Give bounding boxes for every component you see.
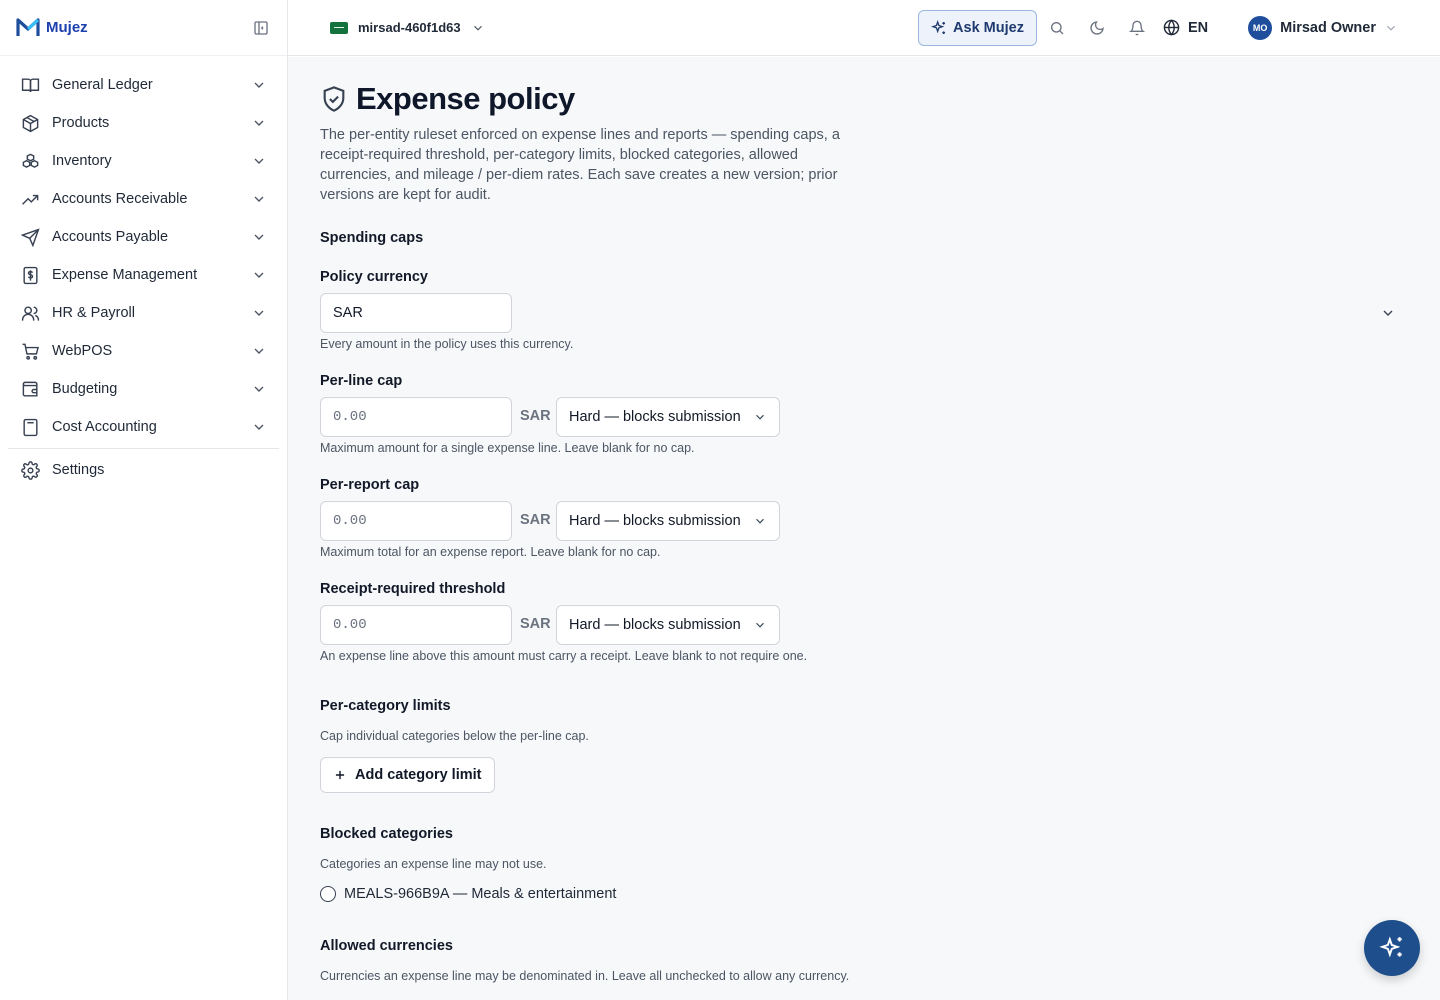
receipt-threshold-unit: SAR bbox=[520, 616, 551, 632]
chevron-down-icon bbox=[251, 343, 267, 359]
ask-mujez-button[interactable] bbox=[918, 10, 1037, 46]
per-report-cap-input[interactable] bbox=[320, 501, 512, 541]
chevron-down-icon bbox=[471, 21, 485, 35]
category-limits-help: Cap individual categories below the per-line cap. bbox=[320, 729, 589, 743]
boxes-icon bbox=[20, 151, 40, 171]
per-line-cap-mode-select[interactable] bbox=[556, 397, 780, 437]
chevron-down-icon bbox=[251, 229, 267, 245]
per-line-cap-unit: SAR bbox=[520, 408, 551, 424]
per-line-cap-help: Maximum amount for a single expense line. Leave blank for no cap. bbox=[320, 441, 695, 455]
chevron-down-icon bbox=[251, 191, 267, 207]
receipt-threshold-mode-select[interactable] bbox=[556, 605, 780, 645]
per-line-cap-mode: Hard — blocks submission bbox=[569, 409, 741, 425]
blocked-category-checkbox[interactable] bbox=[320, 886, 336, 902]
topbar-actions bbox=[918, 10, 1408, 46]
entity-switcher[interactable] bbox=[320, 12, 495, 44]
receipt-threshold-help: An expense line above this amount must carry a receipt. Leave blank to not require one. bbox=[320, 649, 808, 663]
user-menu[interactable] bbox=[1248, 16, 1398, 40]
policy-currency-value: SAR bbox=[333, 305, 363, 321]
blocked-category-item[interactable] bbox=[320, 886, 616, 902]
sidebar-item-cost-accounting[interactable] bbox=[8, 408, 279, 446]
plus-icon bbox=[333, 768, 347, 782]
send-icon bbox=[20, 227, 40, 247]
topbar bbox=[288, 0, 1440, 56]
page-description: The per-entity ruleset enforced on expense lines and reports — spending caps, a receipt-required threshold, per-category limits, blocked categories, allowed currencies, and mileage / per-diem rates. Each save creates a new version; prior versions are kept for audit. bbox=[320, 127, 840, 203]
per-report-cap-placeholder: 0.00 bbox=[333, 513, 367, 529]
wallet-icon bbox=[20, 379, 40, 399]
sparkles-icon bbox=[1379, 935, 1405, 961]
assistant-fab-button[interactable] bbox=[1364, 920, 1420, 976]
chevron-down-icon bbox=[1384, 21, 1398, 35]
sidebar-item-label: General Ledger bbox=[52, 77, 153, 93]
avatar: MO bbox=[1248, 16, 1272, 40]
receipt-threshold-placeholder: 0.00 bbox=[333, 617, 367, 633]
sidebar-item-budgeting[interactable] bbox=[8, 370, 279, 408]
main-content bbox=[288, 57, 1440, 1000]
sidebar-item-inventory[interactable] bbox=[8, 142, 279, 180]
sidebar-item-webpos[interactable] bbox=[8, 332, 279, 370]
moon-icon[interactable] bbox=[1077, 10, 1117, 46]
shield-check-icon bbox=[320, 85, 348, 113]
bell-icon[interactable] bbox=[1117, 10, 1157, 46]
page-header bbox=[320, 81, 1408, 117]
sidebar-item-label: Budgeting bbox=[52, 381, 118, 397]
brand-header bbox=[0, 0, 287, 56]
chevron-down-icon[interactable] bbox=[1380, 305, 1396, 321]
chevron-down-icon bbox=[251, 381, 267, 397]
section-title-allowed-currencies: Allowed currencies bbox=[320, 938, 453, 954]
sidebar-item-label: Accounts Payable bbox=[52, 229, 169, 245]
policy-currency-label: Policy currency bbox=[320, 269, 428, 285]
add-category-limit-label: Add category limit bbox=[355, 767, 482, 783]
entity-name: mirsad-460f1d63 bbox=[358, 20, 461, 35]
globe-icon bbox=[1163, 19, 1180, 36]
users-icon bbox=[20, 303, 40, 323]
sidebar-item-label: Expense Management bbox=[52, 267, 198, 283]
sidebar-item-hr-payroll[interactable] bbox=[8, 294, 279, 332]
user-name: Mirsad Owner bbox=[1280, 19, 1376, 36]
language-label: EN bbox=[1187, 19, 1209, 36]
chevron-down-icon bbox=[251, 305, 267, 321]
sidebar-item-label: Cost Accounting bbox=[52, 419, 157, 435]
per-line-cap-input[interactable] bbox=[320, 397, 512, 437]
page-title: Expense policy bbox=[356, 81, 575, 116]
add-category-limit-button[interactable] bbox=[320, 757, 495, 793]
book-open-icon bbox=[20, 75, 40, 95]
search-icon[interactable] bbox=[1037, 10, 1077, 46]
mujez-logo bbox=[16, 16, 40, 40]
sidebar-item-accounts-receivable[interactable] bbox=[8, 180, 279, 218]
sidebar-item-label: WebPOS bbox=[52, 343, 113, 359]
box-icon bbox=[20, 113, 40, 133]
policy-currency-help: Every amount in the policy uses this currency. bbox=[320, 337, 574, 351]
per-report-cap-mode: Hard — blocks submission bbox=[569, 513, 741, 529]
policy-currency-select[interactable] bbox=[320, 293, 512, 333]
sidebar-collapse-icon[interactable] bbox=[251, 18, 271, 38]
gear-icon bbox=[20, 460, 40, 480]
sidebar-item-settings[interactable] bbox=[8, 451, 279, 489]
section-title-blocked-categories: Blocked categories bbox=[320, 826, 453, 842]
sidebar-item-label: Products bbox=[52, 115, 110, 131]
blocked-categories-help: Categories an expense line may not use. bbox=[320, 857, 547, 871]
cart-icon bbox=[20, 341, 40, 361]
chevron-down-icon bbox=[251, 77, 267, 93]
sidebar-item-label: HR & Payroll bbox=[52, 305, 135, 321]
sidebar-item-expense-management[interactable] bbox=[8, 256, 279, 294]
section-title-category-limits: Per-category limits bbox=[320, 698, 451, 714]
per-line-cap-label: Per-line cap bbox=[320, 373, 403, 389]
per-report-cap-help: Maximum total for an expense report. Leave blank for no cap. bbox=[320, 545, 661, 559]
receipt-threshold-input[interactable] bbox=[320, 605, 512, 645]
allowed-currencies-help: Currencies an expense line may be denominated in. Leave all unchecked to allow any currency. bbox=[320, 969, 850, 983]
receipt-dollar-icon bbox=[20, 265, 40, 285]
per-report-cap-mode-select[interactable] bbox=[556, 501, 780, 541]
trending-up-icon bbox=[20, 189, 40, 209]
brand-name: Mujez bbox=[46, 19, 88, 36]
chevron-down-icon bbox=[753, 514, 767, 528]
per-report-cap-label: Per-report cap bbox=[320, 477, 420, 493]
sidebar-nav bbox=[0, 56, 287, 489]
sidebar-item-products[interactable] bbox=[8, 104, 279, 142]
blocked-category-label: MEALS-966B9A — Meals & entertainment bbox=[344, 886, 617, 902]
calculator-icon bbox=[20, 417, 40, 437]
sparkles-icon bbox=[931, 20, 947, 36]
sidebar bbox=[0, 0, 288, 1000]
receipt-threshold-mode: Hard — blocks submission bbox=[569, 617, 741, 633]
sidebar-divider bbox=[8, 448, 279, 449]
chevron-down-icon bbox=[753, 618, 767, 632]
sidebar-item-label: Accounts Receivable bbox=[52, 191, 188, 207]
chevron-down-icon bbox=[251, 419, 267, 435]
language-switcher[interactable] bbox=[1163, 19, 1208, 36]
sidebar-item-label: Settings bbox=[52, 462, 105, 478]
per-line-cap-placeholder: 0.00 bbox=[333, 409, 367, 425]
receipt-threshold-label: Receipt-required threshold bbox=[320, 581, 506, 597]
per-report-cap-unit: SAR bbox=[520, 512, 551, 528]
chevron-down-icon bbox=[251, 115, 267, 131]
sidebar-item-label: Inventory bbox=[52, 153, 112, 169]
saudi-flag-icon bbox=[330, 22, 348, 34]
ask-mujez-label: Ask Mujez bbox=[953, 19, 1024, 36]
chevron-down-icon bbox=[251, 153, 267, 169]
sidebar-item-accounts-payable[interactable] bbox=[8, 218, 279, 256]
chevron-down-icon bbox=[251, 267, 267, 283]
section-title-spending-caps: Spending caps bbox=[320, 230, 424, 246]
sidebar-item-general-ledger[interactable] bbox=[8, 66, 279, 104]
chevron-down-icon bbox=[753, 410, 767, 424]
